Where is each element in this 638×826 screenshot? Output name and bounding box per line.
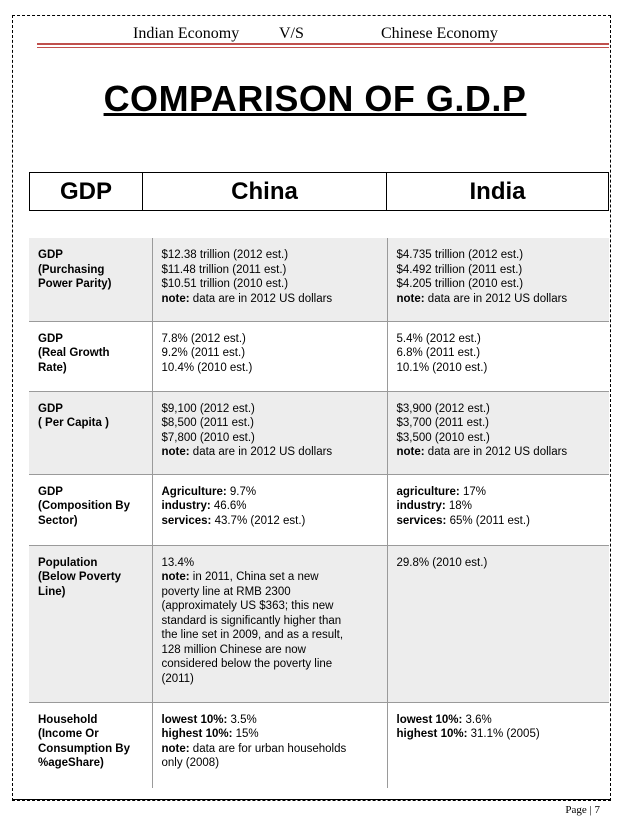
row-label: GDP (Composition By Sector) [29, 474, 152, 545]
china-cell: 7.8% (2012 est.) 9.2% (2011 est.) 10.4% (2010 est.) [152, 321, 387, 391]
footer-rule [12, 799, 611, 800]
row-label: Population (Below Poverty Line) [29, 545, 152, 702]
row-label: Household (Income Or Consumption By %ageShare) [29, 702, 152, 788]
row-label: GDP ( Per Capita ) [29, 391, 152, 474]
india-cell: $3,900 (2012 est.) $3,700 (2011 est.) $3,500 (2010 est.) note: data are in 2012 US dollars [387, 391, 609, 474]
table-row-per-capita [29, 391, 609, 474]
row-label: GDP (Purchasing Power Parity) [29, 238, 152, 321]
china-cell: Agriculture: 9.7% industry: 46.6% services: 43.7% (2012 est.) [152, 474, 387, 545]
india-cell: $4.735 trillion (2012 est.) $4.492 trillion (2011 est.) $4.205 trillion (2010 est.) note: data are in 2012 US dollars [387, 238, 609, 321]
gdp-comparison-table [29, 238, 609, 788]
page-number: Page | 7 [565, 804, 600, 816]
header-right: Chinese Economy [381, 25, 498, 42]
column-header-gdp: GDP [30, 173, 143, 210]
header-middle: V/S [279, 25, 304, 42]
row-label: GDP (Real Growth Rate) [29, 321, 152, 391]
table-row-ppp [29, 238, 609, 321]
column-header-table [29, 172, 609, 211]
header-left: Indian Economy [133, 25, 240, 42]
china-cell: $12.38 trillion (2012 est.) $11.48 trillion (2011 est.) $10.51 trillion (2010 est.) note: data are in 2012 US dollars [152, 238, 387, 321]
table-row-household [29, 702, 609, 788]
india-cell: 5.4% (2012 est.) 6.8% (2011 est.) 10.1% (2010 est.) [387, 321, 609, 391]
table-row-real-growth [29, 321, 609, 391]
india-cell: agriculture: 17% industry: 18% services: 65% (2011 est.) [387, 474, 609, 545]
india-cell: 29.8% (2010 est.) [387, 545, 609, 702]
china-cell: lowest 10%: 3.5% highest 10%: 15% note: data are for urban households only (2008) [152, 702, 387, 788]
india-cell: lowest 10%: 3.6% highest 10%: 31.1% (2005) [387, 702, 609, 788]
column-header-india: India [469, 177, 526, 205]
column-header-china: China [143, 173, 387, 210]
header-rule-thin [37, 47, 609, 48]
table-row-poverty [29, 545, 609, 702]
table-row-composition [29, 474, 609, 545]
china-cell: $9,100 (2012 est.) $8,500 (2011 est.) $7,800 (2010 est.) note: data are in 2012 US dollars [152, 391, 387, 474]
china-cell: 13.4% note: in 2011, China set a new poverty line at RMB 2300 (approximately US $363; this new standard is significantly higher than the line set in 2009, and as a result, 128 million Chinese are now considered below the poverty line (2011) [152, 545, 387, 702]
page-title: COMPARISON OF G.D.P [103, 78, 527, 119]
header-rule [37, 43, 609, 45]
